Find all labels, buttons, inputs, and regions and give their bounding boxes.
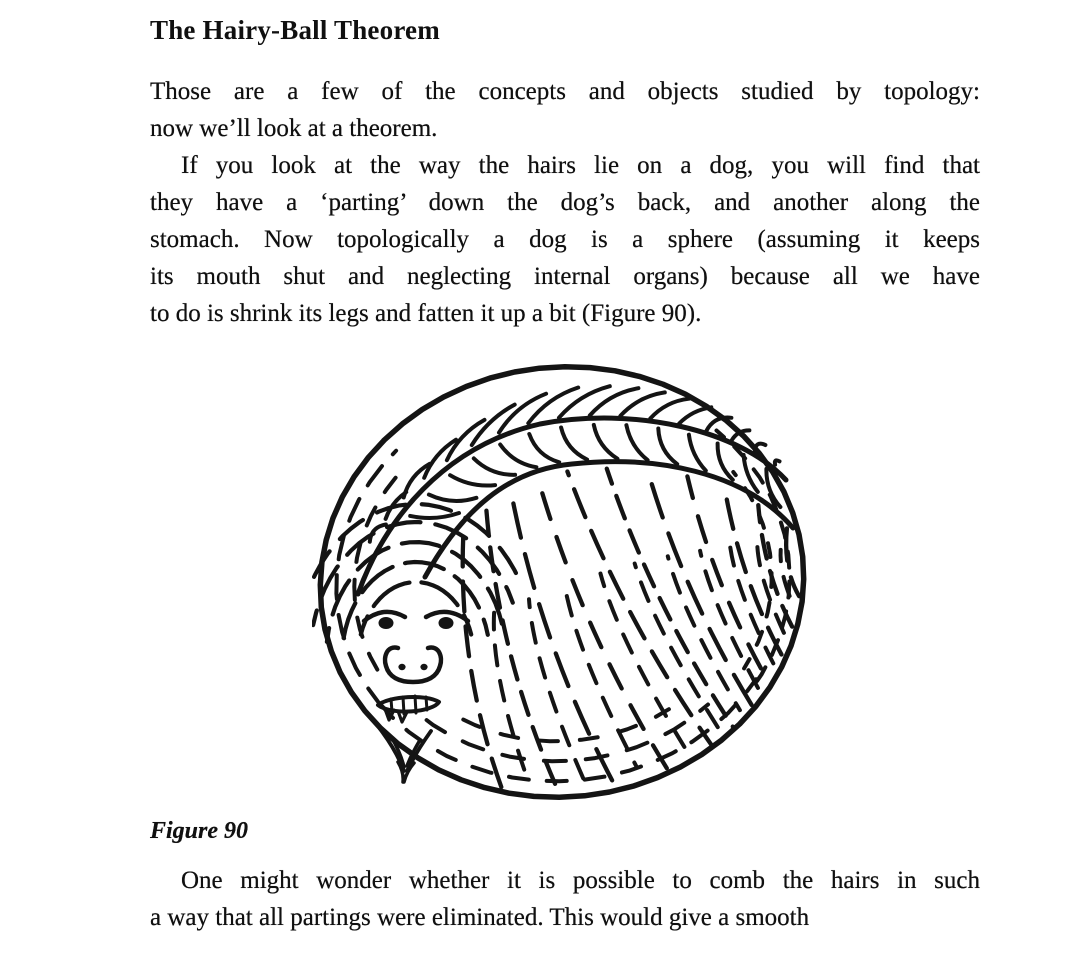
ink-stroke xyxy=(607,469,734,729)
ink-stroke xyxy=(385,648,441,682)
ink-dot xyxy=(398,664,405,670)
figure-90 xyxy=(150,358,980,810)
ink-stroke xyxy=(650,399,689,419)
ink-stroke xyxy=(403,697,404,714)
ink-stroke xyxy=(565,586,637,767)
text-line: If you look at the way the hairs lie on a dog, you will find that xyxy=(181,152,980,179)
ink-stroke xyxy=(378,697,439,712)
section-heading: The Hairy-Ball Theorem xyxy=(150,15,440,45)
text-line: a way that all partings were eliminated. This would give a smooth xyxy=(150,904,810,931)
ink-stroke xyxy=(529,434,559,462)
text-line: they have a ‘parting’ down the dog’s back, and another along the xyxy=(150,189,980,216)
ink-stroke xyxy=(429,495,477,501)
paragraph-combing xyxy=(150,862,980,936)
figure-caption: Figure 90 xyxy=(150,818,249,844)
text-line: Those are a few of the concepts and objects studied by topology: xyxy=(150,78,980,105)
ink-stroke xyxy=(415,696,416,713)
ink-stroke xyxy=(538,478,667,768)
ink-stroke xyxy=(500,445,536,468)
ink-stroke xyxy=(410,513,459,518)
text-line: its mouth shut and neglecting internal organs) because all we have xyxy=(150,263,980,290)
ink-stroke xyxy=(474,458,515,474)
paragraph-dog-parting xyxy=(150,147,980,332)
ink-dot xyxy=(379,617,394,629)
ink-stroke xyxy=(626,425,647,460)
ink-dot xyxy=(420,664,427,670)
text-line: now we’ll look at a theorem. xyxy=(150,115,438,142)
ink-stroke xyxy=(700,551,758,688)
ink-stroke xyxy=(450,475,495,485)
text-line: One might wonder whether it is possible to comb the hairs in such xyxy=(181,867,980,894)
ink-stroke xyxy=(426,697,427,710)
ink-stroke xyxy=(391,699,392,712)
ink-stroke xyxy=(725,488,782,656)
ink-stroke xyxy=(561,428,587,460)
ink-stroke xyxy=(689,435,706,471)
text-line: to do is shrink its legs and fatten it up a bit (Figure 90). xyxy=(150,300,702,327)
hairy-ball-drawing xyxy=(312,358,812,810)
ink-stroke xyxy=(594,425,618,459)
ink-stroke xyxy=(679,407,711,423)
ink-stroke xyxy=(601,574,686,749)
ink-stroke xyxy=(718,444,733,480)
ink-stroke xyxy=(567,472,712,747)
paragraph-intro xyxy=(150,73,980,147)
ink-stroke xyxy=(361,582,471,635)
ink-stroke xyxy=(529,599,583,778)
text-line: stomach. Now topologically a dog is a sphere (assuming it keeps xyxy=(150,226,980,253)
ink-dot xyxy=(439,617,454,629)
ink-stroke xyxy=(658,429,677,465)
ink-stroke xyxy=(775,460,780,464)
